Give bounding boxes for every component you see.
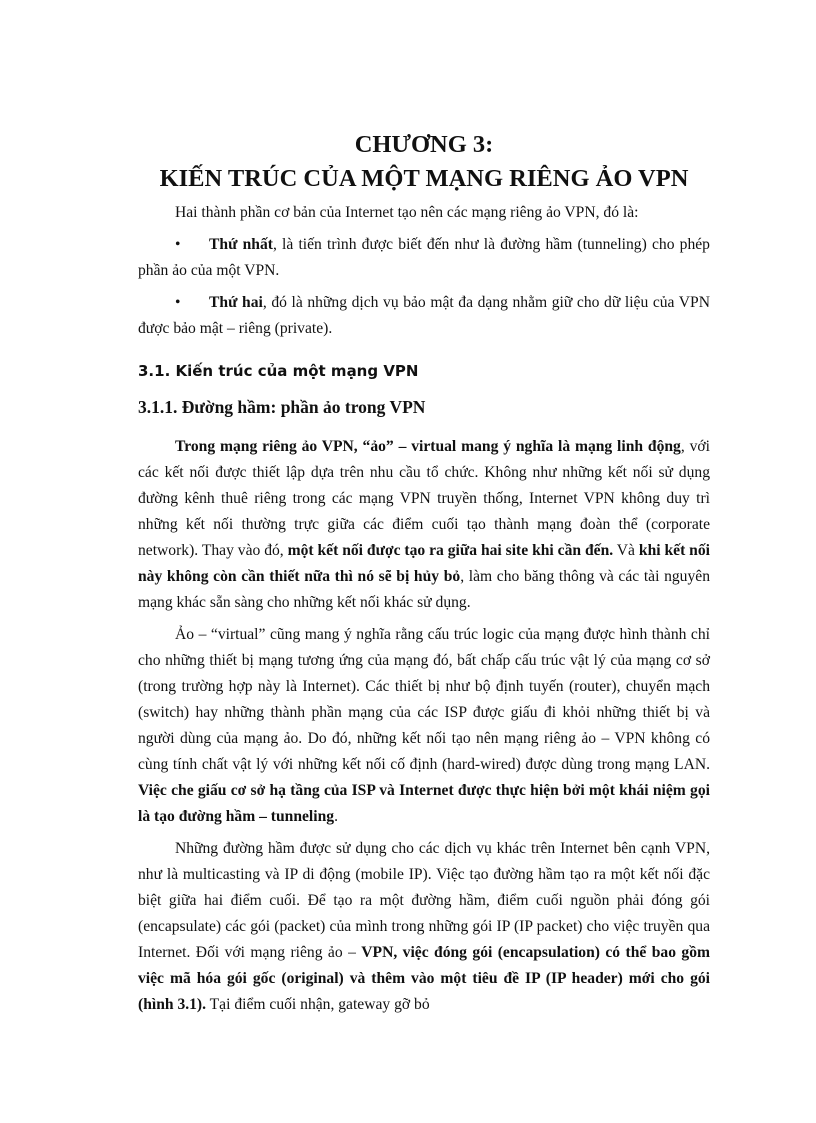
emphasis-text: khi kết nối này không còn cần thiết nữa thì nó sẽ bị hủy bỏ: [138, 542, 710, 585]
body-text: Ảo – “virtual” cũng mang ý nghĩa rằng cấu trúc logic của mạng được hình thành chỉ cho những thiết bị mạng tương ứng của mạng đó, bất chấp cấu trúc vật lý của mạng cơ sở (trong trường hợp này là Internet). Các thiết bị như bộ định tuyến (router), chuyển mạch (switch) hay những thành phần mạng của các ISP được giấu đi khỏi những thiết bị và người dùng của mạng ảo. Do đó, những kết nối tạo nên mạng riêng ảo – VPN không có cùng tính chất vật lý với những kết nối cố định (hard-wired) được dùng trong mạng LAN.: [138, 626, 710, 773]
document-page: [138, 128, 710, 1024]
emphasis-text: VPN, việc đóng gói (encapsulation) có thể bao gồm việc mã hóa gói gốc (original) và thêm vào một tiêu đề IP (IP header) mới cho gói (hình 3.1).: [138, 944, 710, 1013]
body-text: Tại điểm cuối nhận, gateway gỡ bỏ: [206, 996, 430, 1013]
emphasis-text: Trong mạng riêng ảo VPN, “ảo” – virtual mang ý nghĩa là mạng linh động: [175, 438, 681, 455]
body-paragraph-3: [138, 836, 710, 1018]
body-text: , với các kết nối được thiết lập dựa trên nhu cầu tổ chức. Không như những kết nối sử dụng đường kênh thuê riêng trong các mạng VPN truyền thống, Internet VPN không duy trì những kết nối thường trực giữa các điểm cuối tạo thành mạng đoàn thể (corporate network). Thay vào đó,: [138, 438, 710, 559]
chapter-subtitle: KIẾN TRÚC CỦA MỘT MẠNG RIÊNG ẢO VPN: [159, 165, 689, 192]
bullet-item-2: [138, 290, 710, 342]
body-text: , làm cho băng thông và các tài nguyên mạng khác sẵn sàng cho những kết nối khác sử dụng.: [138, 568, 710, 611]
bullet-marker: •: [175, 236, 181, 253]
body-text: .: [334, 808, 338, 825]
bullet-text: , đó là những dịch vụ bảo mật đa dạng nhằm giữ cho dữ liệu của VPN được bảo mật – riêng (private).: [138, 294, 710, 337]
emphasis-text: Việc che giấu cơ sở hạ tầng của ISP và Internet được thực hiện bởi một khái niệm gọi là tạo đường hầm – tunneling: [138, 782, 710, 825]
body-paragraph-2: [138, 622, 710, 830]
bullet-item-1: [138, 232, 710, 284]
chapter-title: CHƯƠNG 3:: [354, 131, 494, 158]
intro-paragraph: Hai thành phần cơ bản của Internet tạo nên các mạng riêng ảo VPN, đó là:: [175, 204, 639, 221]
body-text: Những đường hầm được sử dụng cho các dịch vụ khác trên Internet bên cạnh VPN, như là multicasting và IP di động (mobile IP). Việc tạo đường hầm tạo ra một kết nối đặc biệt giữa hai điểm cuối. Để tạo ra một đường hầm, điểm cuối nguồn phải đóng gói (encapsulate) các gói (packet) của mình trong những gói IP (IP packet) cho việc truyền qua Internet. Đối với mạng riêng ảo –: [138, 840, 710, 961]
section-heading-3-1-1: 3.1.1. Đường hầm: phần ảo trong VPN: [138, 397, 426, 417]
emphasis-text: một kết nối được tạo ra giữa hai site khi cần đến.: [287, 542, 614, 559]
bullet-text: , là tiến trình được biết đến như là đường hầm (tunneling) cho phép phần ảo của một VPN.: [138, 236, 710, 279]
section-heading-3-1: 3.1. Kiến trúc của một mạng VPN: [138, 362, 419, 380]
bullet-bold-label: Thứ nhất: [209, 236, 273, 253]
bullet-marker: •: [175, 294, 181, 311]
body-paragraph-1: [138, 434, 710, 616]
bullet-bold-label: Thứ hai: [209, 294, 263, 311]
body-text: Và: [613, 542, 639, 559]
